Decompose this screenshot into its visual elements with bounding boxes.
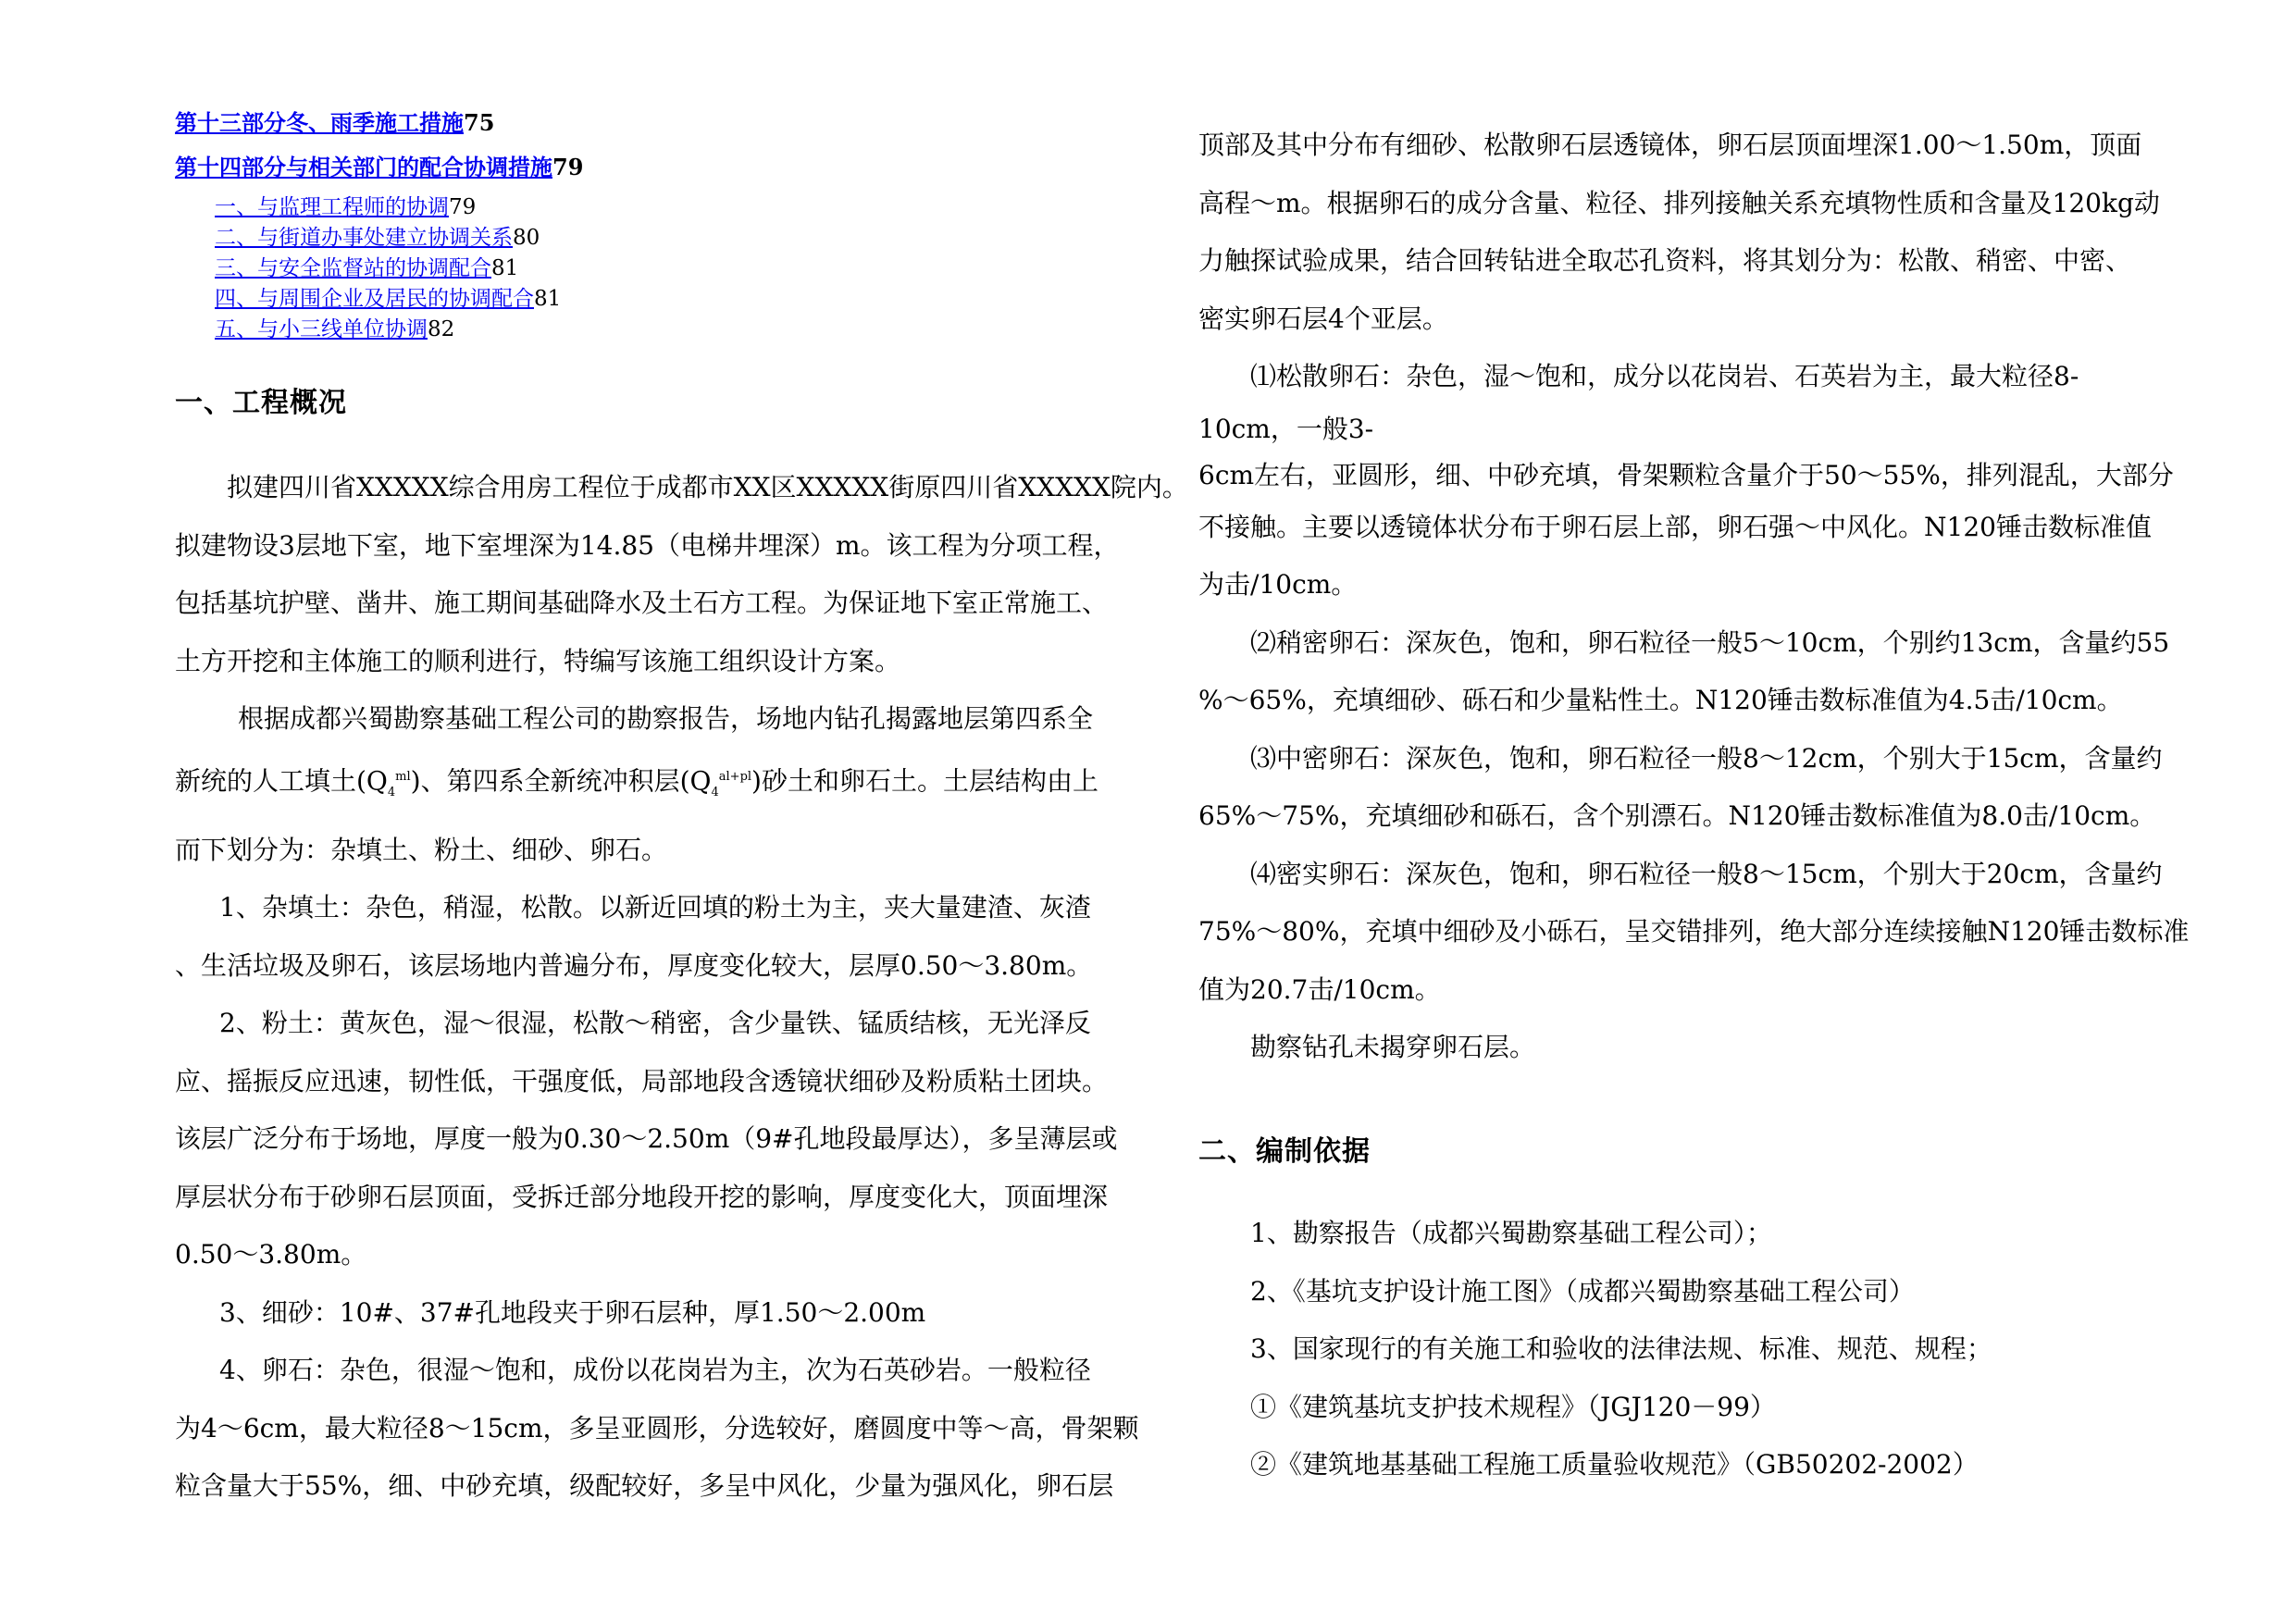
toc-item-page: 81 [534,287,562,311]
paragraph-line: 粒含量大于55%，细、中砂充填，级配较好，多呈中风化，少量为强风化，卵石层 [175,1470,1114,1502]
paragraph-line: 为击/10cm。 [1198,569,1358,600]
basis-item: 1、勘察报告（成都兴蜀勘察基础工程公司）； [1250,1218,1772,1248]
toc-page-part14: 79 [552,154,584,180]
paragraph-line: 4、卵石：杂色，很湿～饱和，成份以花岗岩为主，次为石英砂岩。一般粒径 [219,1355,1091,1386]
paragraph-line: 厚层状分布于砂卵石层顶面，受拆迁部分地段开挖的影响，厚度变化大，顶面埋深 [175,1181,1109,1212]
paragraph-line: 6cm左右，亚圆形，细、中砂充填，骨架颗粒含量介于50～55%，排列混乱，大部分 [1198,459,2174,490]
paragraph-line: 密实卵石层4个亚层。 [1198,303,1448,334]
toc-entry-part13[interactable] [175,105,494,137]
paragraph-line: 而下划分为：杂填土、粉土、细砂、卵石。 [175,834,668,865]
paragraph-line: 根据成都兴蜀勘察基础工程公司的勘察报告，场地内钻孔揭露地层第四系全 [238,703,1094,734]
paragraph-line: 65%～75%，充填细砂和砾石，含个别漂石。N120锤击数标准值为8.0击/10cm。 [1198,800,2156,831]
gravel-body [1198,117,2190,1077]
paragraph-line: 包括基坑护壁、凿井、施工期间基础降水及土石方工程。为保证地下室正常施工、 [175,588,1109,618]
paragraph-line: 高程～m。根据卵石的成分含量、粒径、排列接触关系充填物性质和含量及120kg动 [1198,187,2160,218]
paragraph-line: ⑴松散卵石：杂色，湿～饱和，成分以花岗岩、石英岩为主，最大粒径8- [1250,361,2079,391]
toc-item-page: 80 [513,226,540,250]
toc-item-link[interactable]: 一、与监理工程师的协调 [215,195,449,219]
toc-item-link[interactable]: 五、与小三线单位协调 [215,317,428,341]
paragraph-line: 应、摇振反应迅速，韧性低，干强度低，局部地段含透镜状细砂及粉质粘土团块。 [175,1065,1109,1096]
section-heading-overview: 一、工程概况 [175,387,347,419]
paragraph-line: ⑷密实卵石：深灰色，饱和，卵石粒径一般8～15cm，个别大于20cm，含量约 [1250,858,2163,889]
paragraph-line: 1、杂填土：杂色，稍湿，松散。以新近回填的粉土为主，夹大量建渣、灰渣 [219,892,1091,923]
paragraph-line: 勘察钻孔未揭穿卵石层。 [1250,1032,1536,1062]
paragraph-line: 值为20.7击/10cm。 [1198,973,1441,1005]
paragraph-line: 3、细砂：10#、37#孔地段夹于卵石层种，厚1.50～2.00m [219,1296,926,1328]
toc-page-part13: 75 [464,109,495,136]
toc-item[interactable] [215,190,476,220]
paragraph-line: ⑶中密卵石：深灰色，饱和，卵石粒径一般8～12cm，个别大于15cm，含量约 [1250,742,2163,774]
toc-item-page: 81 [491,256,519,280]
basis-item: ②《建筑地基基础工程施工质量验收规范》（GB50202-2002） [1250,1449,1979,1480]
section-heading-basis: 二、编制依据 [1198,1135,1371,1168]
paragraph-line: 75%～80%，充填中细砂及小砾石，呈交错排列，绝大部分连续接触N120锤击数标准 [1198,916,2190,947]
paragraph-line: 不接触。主要以透镜体状分布于卵石层上部，卵石强～中风化。N120锤击数标准值 [1198,511,2152,542]
paragraph-line: 2、粉土：黄灰色，湿～很湿，松散～稍密，含少量铁、锰质结核，无光泽反 [219,1008,1091,1039]
toc-item[interactable] [215,251,518,281]
paragraph-line: 10cm，一般3- [1198,413,1374,444]
basis-list [1250,1205,1992,1494]
toc-item-page: 82 [428,317,455,341]
toc-link-part13[interactable]: 第十三部分冬、雨季施工措施 [175,109,464,136]
toc-item-link[interactable]: 三、与安全监督站的协调配合 [215,256,491,280]
paragraph-line: 顶部及其中分布有细砂、松散卵石层透镜体，卵石层顶面埋深1.00～1.50m，顶面 [1198,130,2142,160]
paragraph-line: 、生活垃圾及卵石，该层场地内普遍分布，厚度变化较大，层厚0.50～3.80m。 [175,949,1093,981]
overview-body [175,459,1188,1516]
toc-entry-part14[interactable] [175,149,583,181]
paragraph-line-strata: 新统的人工填土$(Q_4^{ml})$、第四系全新统冲积层$(Q_4^{al+pl})$砂土和卵石土。土层结构由上 [175,764,1098,799]
paragraph-line: 力触探试验成果，结合回转钻进全取芯孔资料，将其划分为：松散、稍密、中密、 [1198,245,2132,276]
paragraph-line: ⑵稍密卵石：深灰色，饱和，卵石粒径一般5～10cm，个别约13cm，含量约55 [1250,626,2170,658]
toc-item-link[interactable]: 四、与周围企业及居民的协调配合 [215,287,534,311]
paragraph-line: 拟建物设3层地下室，地下室埋深为14.85（电梯井埋深）m。该工程为分项工程， [175,529,1120,561]
paragraph-line: %～65%，充填细砂、砾石和少量粘性土。N120锤击数标准值为4.5击/10cm。 [1198,685,2123,715]
paragraph-line: 该层广泛分布于场地，厚度一般为0.30～2.50m（9#孔地段最厚达），多呈薄层或 [175,1123,1118,1155]
toc-item-page: 79 [449,195,477,219]
basis-item: 3、国家现行的有关施工和验收的法律法规、标准、规范、规程； [1250,1333,1992,1364]
paragraph-line: 0.50～3.80m。 [175,1239,367,1270]
toc-item[interactable] [215,220,540,251]
toc-item-link[interactable]: 二、与街道办事处建立协调关系 [215,226,513,250]
paragraph-line: 土方开挖和主体施工的顺利进行，特编写该施工组织设计方案。 [175,645,901,676]
paragraph-line: 拟建四川省XXXXX综合用房工程位于成都市XX区XXXXX街原四川省XXXXX院内。 [227,472,1188,502]
basis-item: ①《建筑基坑支护技术规程》（JGJ120－99） [1250,1391,1776,1422]
paragraph-line: 为4～6cm，最大粒径8～15cm，多呈亚圆形，分选较好，磨圆度中等～高，骨架颗 [175,1412,1139,1443]
toc-item[interactable] [215,312,454,342]
basis-item: 2、《基坑支护设计施工图》（成都兴蜀勘察基础工程公司） [1250,1275,1915,1307]
toc-link-part14[interactable]: 第十四部分与相关部门的配合协调措施 [175,154,552,180]
toc-item[interactable] [215,281,561,312]
